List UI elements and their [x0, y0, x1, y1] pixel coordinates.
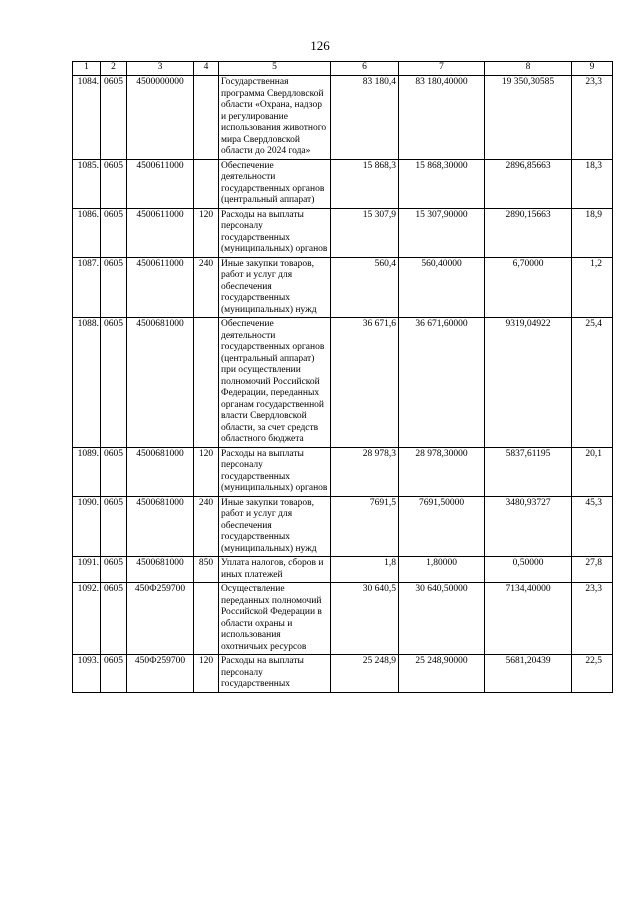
- table-row: [73, 655, 613, 693]
- row-number-cell: 1093.: [73, 655, 101, 693]
- expense-type-cell: 240: [194, 257, 219, 318]
- amount-cell: 15 868,30000: [399, 159, 485, 208]
- expense-type-cell: 120: [194, 447, 219, 496]
- approved-amount-cell: 15 307,9: [331, 208, 399, 257]
- target-code-cell: 4500681000: [127, 318, 194, 448]
- table-row: [73, 159, 613, 208]
- percent-cell: 25,4: [572, 318, 613, 448]
- executed-amount-cell: 19 350,30585: [485, 76, 572, 160]
- column-header: 6: [331, 62, 399, 76]
- expense-type-cell: 120: [194, 655, 219, 693]
- approved-amount-cell: 25 248,9: [331, 655, 399, 693]
- table-row: [73, 76, 613, 160]
- amount-cell: 83 180,40000: [399, 76, 485, 160]
- approved-amount-cell: 36 671,6: [331, 318, 399, 448]
- description-cell: Иные закупки товаров, работ и услуг для обеспечения государственных (муниципальных) нужд: [219, 257, 331, 318]
- amount-cell: 560,40000: [399, 257, 485, 318]
- executed-amount-cell: 2896,85663: [485, 159, 572, 208]
- target-code-cell: 4500681000: [127, 447, 194, 496]
- column-header: 8: [485, 62, 572, 76]
- section-code-cell: 0605: [101, 655, 127, 693]
- description-cell: Обеспечение деятельности государственных органов (центральный аппарат) при осуществлении полномочий Российской Федерации, переданных органам государственной власти Свердловской области, за счет средств областного бюджета: [219, 318, 331, 448]
- executed-amount-cell: 0,50000: [485, 557, 572, 583]
- row-number-cell: 1092.: [73, 583, 101, 655]
- expense-type-cell: [194, 76, 219, 160]
- executed-amount-cell: 5837,61195: [485, 447, 572, 496]
- section-code-cell: 0605: [101, 159, 127, 208]
- executed-amount-cell: 6,70000: [485, 257, 572, 318]
- row-number-cell: 1084.: [73, 76, 101, 160]
- table-row: [73, 208, 613, 257]
- expense-type-cell: 240: [194, 496, 219, 557]
- expense-type-cell: [194, 583, 219, 655]
- target-code-cell: 450Ф259700: [127, 583, 194, 655]
- executed-amount-cell: 9319,04922: [485, 318, 572, 448]
- percent-cell: 23,3: [572, 76, 613, 160]
- approved-amount-cell: 560,4: [331, 257, 399, 318]
- description-cell: Государственная программа Свердловской области «Охрана, надзор и регулирование использования животного мира Свердловской области до 2024 года»: [219, 76, 331, 160]
- table-row: [73, 447, 613, 496]
- executed-amount-cell: 3480,93727: [485, 496, 572, 557]
- table-row: [73, 557, 613, 583]
- table-body: [73, 76, 613, 693]
- table-row: [73, 318, 613, 448]
- target-code-cell: 4500681000: [127, 557, 194, 583]
- table-row: [73, 583, 613, 655]
- percent-cell: 23,3: [572, 583, 613, 655]
- expense-type-cell: 120: [194, 208, 219, 257]
- expense-type-cell: 850: [194, 557, 219, 583]
- expense-type-cell: [194, 159, 219, 208]
- row-number-cell: 1087.: [73, 257, 101, 318]
- description-cell: Осуществление переданных полномочий Российской Федерации в области охраны и использования охотничьих ресурсов: [219, 583, 331, 655]
- amount-cell: 1,80000: [399, 557, 485, 583]
- amount-cell: 15 307,90000: [399, 208, 485, 257]
- description-cell: Расходы на выплаты персоналу государственных (муниципальных) органов: [219, 208, 331, 257]
- description-cell: Расходы на выплаты персоналу государственных: [219, 655, 331, 693]
- row-number-cell: 1086.: [73, 208, 101, 257]
- column-header: 5: [219, 62, 331, 76]
- column-header: 2: [101, 62, 127, 76]
- amount-cell: 7691,50000: [399, 496, 485, 557]
- percent-cell: 27,8: [572, 557, 613, 583]
- column-header: 3: [127, 62, 194, 76]
- percent-cell: 45,3: [572, 496, 613, 557]
- amount-cell: 36 671,60000: [399, 318, 485, 448]
- amount-cell: 30 640,50000: [399, 583, 485, 655]
- percent-cell: 18,3: [572, 159, 613, 208]
- executed-amount-cell: 7134,40000: [485, 583, 572, 655]
- section-code-cell: 0605: [101, 257, 127, 318]
- table-row: [73, 257, 613, 318]
- percent-cell: 20,1: [572, 447, 613, 496]
- expense-type-cell: [194, 318, 219, 448]
- budget-table: [72, 61, 613, 693]
- approved-amount-cell: 7691,5: [331, 496, 399, 557]
- row-number-cell: 1091.: [73, 557, 101, 583]
- approved-amount-cell: 28 978,3: [331, 447, 399, 496]
- row-number-cell: 1089.: [73, 447, 101, 496]
- description-cell: Уплата налогов, сборов и иных платежей: [219, 557, 331, 583]
- description-cell: Иные закупки товаров, работ и услуг для обеспечения государственных (муниципальных) нужд: [219, 496, 331, 557]
- description-cell: Обеспечение деятельности государственных органов (центральный аппарат): [219, 159, 331, 208]
- column-header: 1: [73, 62, 101, 76]
- section-code-cell: 0605: [101, 76, 127, 160]
- executed-amount-cell: 2890,15663: [485, 208, 572, 257]
- executed-amount-cell: 5681,20439: [485, 655, 572, 693]
- column-header: 9: [572, 62, 613, 76]
- header-row: [73, 62, 613, 76]
- section-code-cell: 0605: [101, 583, 127, 655]
- column-header: 7: [399, 62, 485, 76]
- target-code-cell: 4500611000: [127, 159, 194, 208]
- percent-cell: 1,2: [572, 257, 613, 318]
- percent-cell: 22,5: [572, 655, 613, 693]
- row-number-cell: 1088.: [73, 318, 101, 448]
- section-code-cell: 0605: [101, 496, 127, 557]
- amount-cell: 25 248,90000: [399, 655, 485, 693]
- target-code-cell: 4500000000: [127, 76, 194, 160]
- approved-amount-cell: 30 640,5: [331, 583, 399, 655]
- approved-amount-cell: 1,8: [331, 557, 399, 583]
- section-code-cell: 0605: [101, 447, 127, 496]
- target-code-cell: 4500611000: [127, 208, 194, 257]
- section-code-cell: 0605: [101, 557, 127, 583]
- section-code-cell: 0605: [101, 318, 127, 448]
- section-code-cell: 0605: [101, 208, 127, 257]
- target-code-cell: 4500611000: [127, 257, 194, 318]
- approved-amount-cell: 15 868,3: [331, 159, 399, 208]
- percent-cell: 18,9: [572, 208, 613, 257]
- target-code-cell: 450Ф259700: [127, 655, 194, 693]
- target-code-cell: 4500681000: [127, 496, 194, 557]
- description-cell: Расходы на выплаты персоналу государственных (муниципальных) органов: [219, 447, 331, 496]
- row-number-cell: 1090.: [73, 496, 101, 557]
- approved-amount-cell: 83 180,4: [331, 76, 399, 160]
- column-header: 4: [194, 62, 219, 76]
- amount-cell: 28 978,30000: [399, 447, 485, 496]
- table-row: [73, 496, 613, 557]
- row-number-cell: 1085.: [73, 159, 101, 208]
- page-number: 126: [310, 38, 330, 53]
